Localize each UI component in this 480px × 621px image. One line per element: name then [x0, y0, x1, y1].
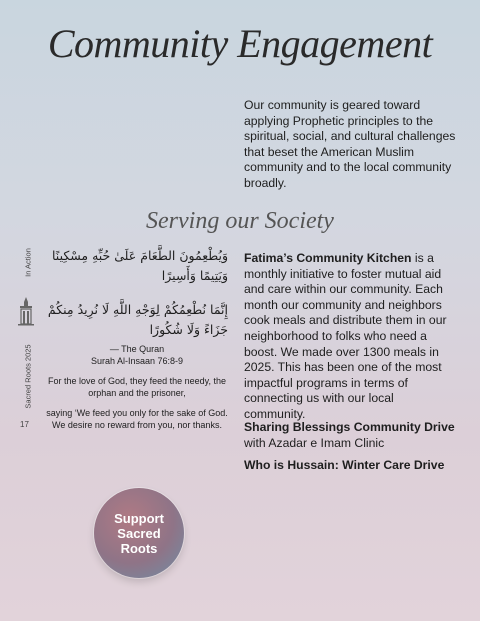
side-label-publication: Sacred Roots 2025 [23, 344, 33, 409]
quote-translation-1: For the love of God, they feed the needy, the orphan and the prisoner, [48, 376, 226, 398]
quote-source [46, 344, 228, 367]
side-label-section: In Action [23, 248, 33, 277]
quote-translation-2: saying ‘We feed you only for the sake of God. We desire no reward from you, nor thanks. [46, 408, 228, 430]
page-number: 17 [20, 420, 29, 429]
quote-reference: Surah Al-Insaan 76:8-9 [90, 355, 184, 366]
intro-paragraph: Our community is geared toward applying Prophetic principles to the spiritual, social, and cultural challenges that beset the American Muslim community and to the local community broadly. [244, 98, 456, 190]
page-title: Community Engagement [47, 21, 433, 66]
quran-verse-arabic-2: إِنَّمَا نُطْعِمُكُمْ لِوَجْهِ اللَّهِ لَا نُرِيدُ مِنكُمْ جَزَاءً وَلَا شُكُورًا [47, 302, 228, 337]
quran-verse-arabic-1: وَيُطْعِمُونَ الطَّعَامَ عَلَىٰ حُبِّهِ مِسْكِينًا وَيَتِيمًا وَأَسِيرًا [52, 248, 228, 283]
kitchen-details: is a monthly initiative to foster mutual aid and care within our community. Each month our community and neighbors cook meals and distribute them in our neighborhood to folks who need a boost. We made over 1300 meals in 2025. This has been one of the most impactful programs in terms of connecting us with our local community. [244, 251, 447, 421]
cta-line-3: Roots [120, 540, 158, 556]
drive-item [244, 458, 459, 474]
drive-detail: with Azadar e Imam Clinic [244, 435, 385, 450]
cta-line-2: Sacred [117, 525, 161, 541]
drive-name: Sharing Blessings Community Drive [244, 420, 455, 434]
drive-item [244, 420, 459, 451]
drive-name: Who is Hussain: Winter Care Drive [244, 458, 445, 472]
section-subtitle: Serving our Society [146, 208, 334, 234]
kitchen-name: Fatima’s Community Kitchen [244, 251, 412, 265]
cta-line-1: Support [114, 510, 164, 526]
support-sacred-roots-button[interactable] [94, 488, 184, 578]
mosque-emblem-icon [16, 296, 36, 326]
quote-attribution: — The Quran [109, 344, 165, 354]
kitchen-description [244, 251, 456, 423]
